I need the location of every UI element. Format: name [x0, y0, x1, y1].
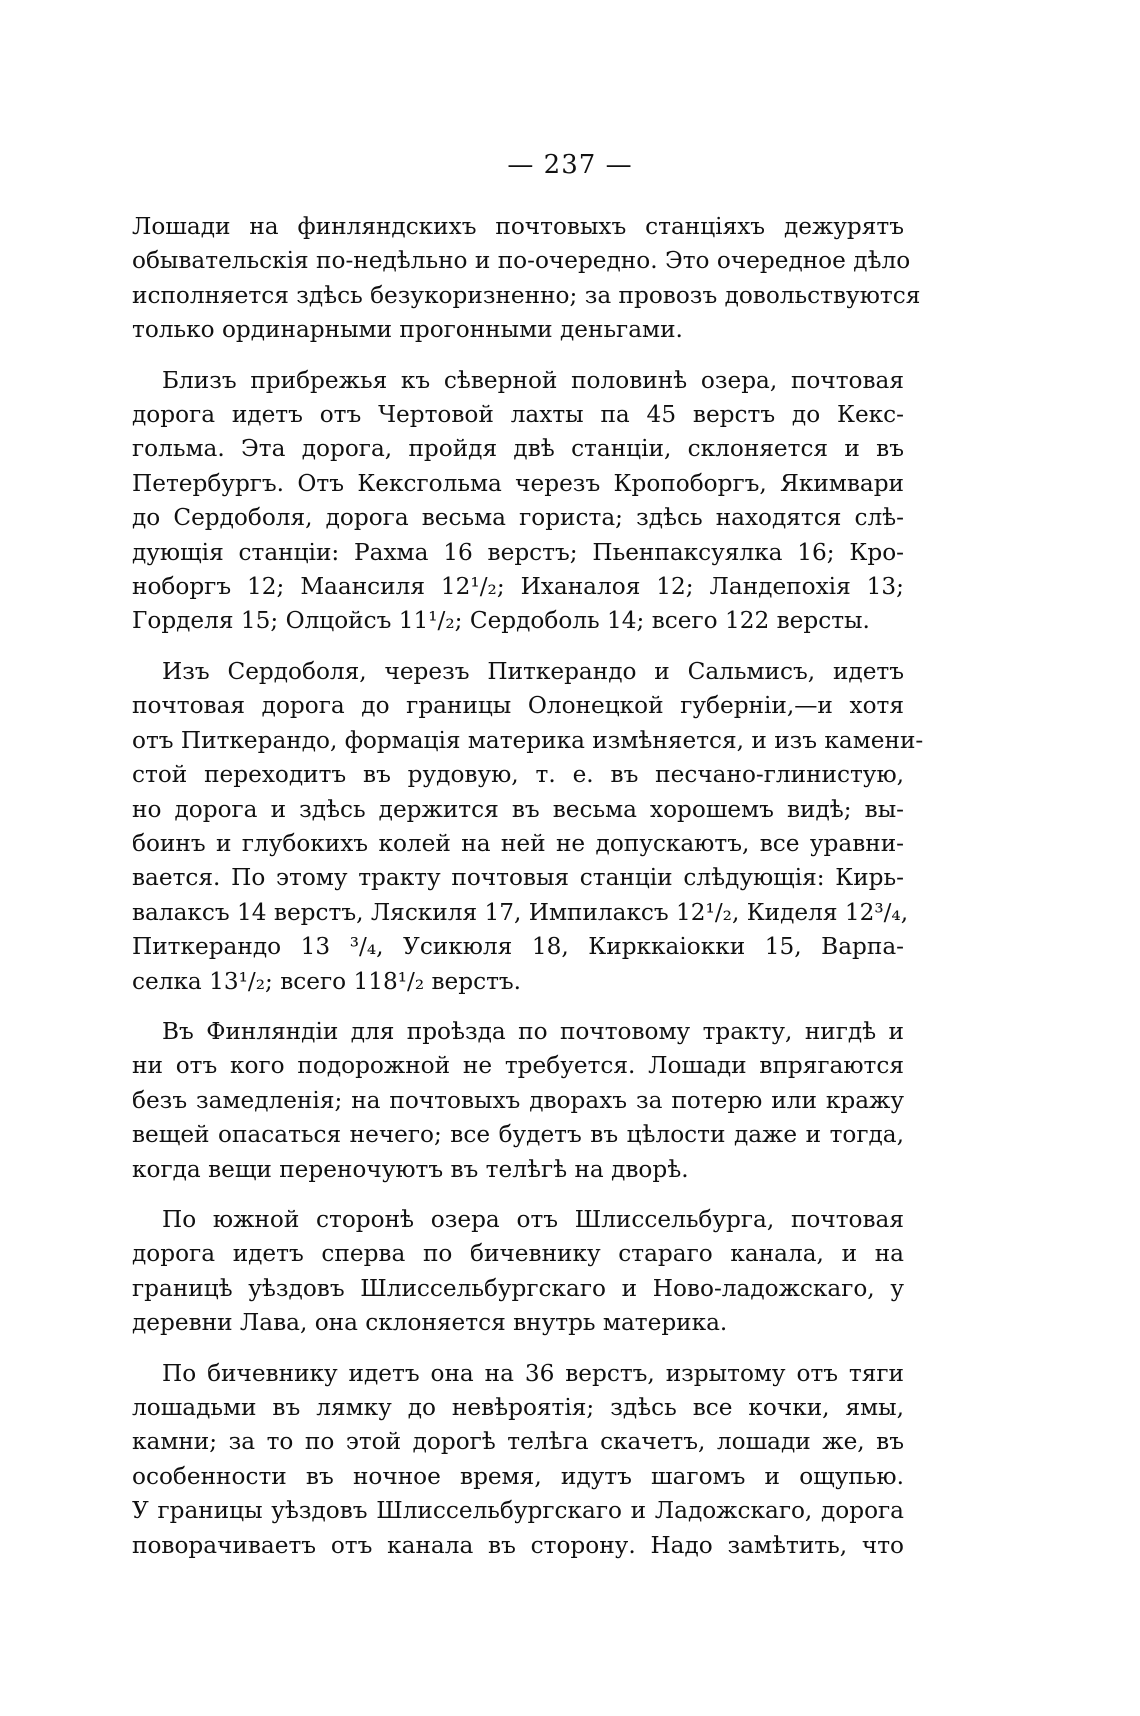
- text-line: безъ замедленія; на почтовыхъ дворахъ за потерю или кражу: [132, 1086, 904, 1114]
- paragraph: [132, 210, 921, 348]
- text-line: Въ Финляндіи для проѣзда по почтовому тракту, нигдѣ и: [162, 1017, 904, 1045]
- text-line: ни отъ кого подорожной не требуется. Лошади впрягаются: [132, 1052, 904, 1080]
- paragraph: [132, 1015, 904, 1187]
- text-line: когда вещи переночуютъ въ телѣгѣ на дворѣ.: [132, 1155, 689, 1183]
- paragraph: [132, 655, 924, 999]
- text-line: только ординарными прогонными деньгами.: [132, 316, 683, 344]
- page-number: — 237 —: [507, 150, 633, 180]
- text-line: дорога идетъ отъ Чертовой лахты па 45 верстъ до Кекс-: [132, 401, 904, 429]
- text-line: особенности въ ночное время, идутъ шагомъ и ощупью.: [132, 1462, 904, 1490]
- text-line: деревни Лава, она склоняется внутрь материка.: [132, 1309, 728, 1337]
- text-line: По бичевнику идетъ она на 36 верстъ, изрытому отъ тяги: [162, 1359, 904, 1387]
- text-line: Изъ Сердоболя, черезъ Питкерандо и Сальмисъ, идетъ: [162, 657, 904, 685]
- text-line: У границы уѣздовъ Шлиссельбургскаго и Ладожскаго, дорога: [132, 1497, 904, 1525]
- text-line: Питкерандо 13 ³/₄, Усикюля 18, Кирккаіокки 15, Варпа-: [132, 933, 904, 961]
- text-line: селка 13¹/₂; всего 118¹/₂ верстъ.: [132, 967, 522, 995]
- text-line: Близъ прибрежья къ сѣверной половинѣ озера, почтовая: [162, 366, 904, 394]
- text-line: вается. По этому тракту почтовыя станціи слѣдующія: Кирь-: [132, 864, 904, 892]
- text-line: лошадьми въ лямку до невѣроятія; здѣсь все кочки, ямы,: [132, 1394, 904, 1421]
- text-line: Лошади на финляндскихъ почтовыхъ станціяхъ дежурятъ: [132, 213, 904, 240]
- paragraph: [132, 1357, 904, 1563]
- text-line: поворачиваетъ отъ канала въ сторону. Надо замѣтить, что: [132, 1531, 904, 1559]
- paragraph: [132, 364, 904, 639]
- text-line: отъ Питкерандо, формація материка измѣняется, и изъ камени-: [132, 726, 924, 754]
- text-line: дующія станціи: Рахма 16 верстъ; Пьенпаксуялка 16; Кро-: [132, 538, 904, 566]
- text-line: Горделя 15; Олцойсъ 11¹/₂; Сердоболь 14; всего 122 версты.: [132, 607, 870, 635]
- text-line: исполняется здѣсь безукоризненно; за провозъ довольствуются: [132, 281, 921, 309]
- text-line: валаксъ 14 верстъ, Ляскиля 17, Импилаксъ 12¹/₂, Киделя 12³/₄,: [132, 898, 909, 926]
- text-line: но дорога и здѣсь держится въ весьма хорошемъ видѣ; вы-: [132, 795, 904, 823]
- body-text: [132, 210, 924, 1563]
- text-line: обывательскія по-недѣльно и по-очередно. Это очередное дѣло: [132, 247, 911, 275]
- text-line: вещей опасаться нечего; все будетъ въ цѣлости даже и тогда,: [132, 1121, 904, 1149]
- text-line: почтовая дорога до границы Олонецкой губерніи,—и хотя: [132, 692, 904, 720]
- text-line: ноборгъ 12; Маансиля 12¹/₂; Иханалоя 12; Ландепохія 13;: [132, 573, 904, 601]
- text-line: Петербургъ. Отъ Кексгольма черезъ Кропоборгъ, Якимвари: [132, 469, 904, 497]
- text-line: камни; за то по этой дорогѣ телѣга скачетъ, лошади же, въ: [132, 1428, 904, 1456]
- text-line: гольма. Эта дорога, пройдя двѣ станціи, склоняется и въ: [132, 435, 904, 463]
- text-line: По южной сторонѣ озера отъ Шлиссельбурга, почтовая: [162, 1205, 904, 1233]
- text-line: дорога идетъ сперва по бичевнику стараго канала, и на: [132, 1240, 904, 1268]
- text-line: до Сердоболя, дорога весьма гориста; здѣсь находятся слѣ-: [132, 504, 904, 532]
- text-line: границѣ уѣздовъ Шлиссельбургскаго и Ново-ладожскаго, у: [132, 1274, 904, 1302]
- paragraph: [132, 1203, 904, 1341]
- text-line: стой переходитъ въ рудовую, т. е. въ песчано-глинистую,: [132, 761, 904, 789]
- text-line: боинъ и глубокихъ колей на ней не допускаютъ, все уравни-: [132, 829, 904, 857]
